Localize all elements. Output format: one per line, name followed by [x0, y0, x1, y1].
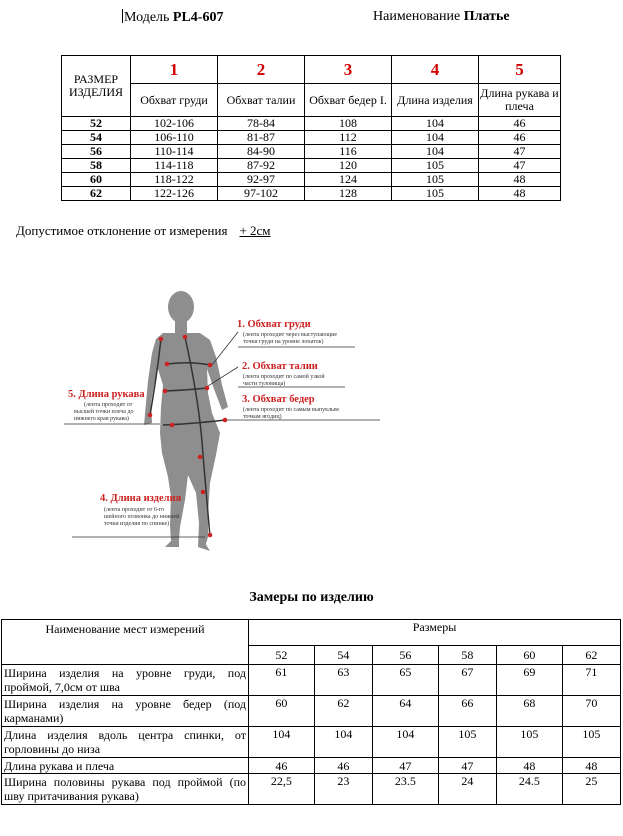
size-col-number: 5: [479, 56, 561, 84]
meas-value: 60: [249, 696, 315, 727]
meas-label: Ширина изделия на уровне бедер (под карманами): [2, 696, 249, 727]
size-cell: 97-102: [218, 187, 305, 201]
point-marker: [148, 413, 153, 418]
size-cell: 58: [62, 159, 131, 173]
size-cell: 104: [392, 117, 479, 131]
silhouette-head: [168, 291, 194, 323]
meas-value: 61: [249, 665, 315, 696]
size-cell: 124: [305, 173, 392, 187]
tolerance-value: + 2см: [239, 223, 271, 238]
meas-value: 46: [314, 758, 372, 774]
point-marker: [208, 363, 213, 368]
length-desc: шейного позвонка до нижней: [104, 514, 180, 520]
meas-col-header: Наименование мест измерений: [2, 620, 249, 665]
bust-desc: (лента проходит через выступающие: [243, 332, 337, 338]
name-line: [373, 9, 510, 25]
meas-row: [2, 774, 621, 805]
size-cell: 104: [392, 131, 479, 145]
silhouette-neck: [175, 319, 187, 333]
tolerance-note: [16, 223, 271, 239]
meas-size: 56: [372, 646, 438, 665]
meas-size: 52: [249, 646, 315, 665]
size-cell: 102-106: [131, 117, 218, 131]
meas-value: 24: [438, 774, 496, 805]
size-table: [61, 55, 561, 201]
point-marker: [159, 337, 164, 342]
meas-value: 66: [438, 696, 496, 727]
meas-value: 47: [372, 758, 438, 774]
point-marker: [165, 362, 170, 367]
size-corner-label: РАЗМЕР ИЗДЕЛИЯ: [62, 56, 131, 117]
size-col-label: Обхват талии: [218, 84, 305, 117]
tolerance-text: Допустимое отклонение от измерения: [16, 223, 228, 238]
length-desc: (лента проходит от 6-го: [104, 507, 165, 513]
size-cell: 46: [479, 117, 561, 131]
size-cell: 112: [305, 131, 392, 145]
meas-value: 70: [562, 696, 620, 727]
waist-desc: (лента проходит по самой узкой: [243, 374, 325, 380]
size-cell: 81-87: [218, 131, 305, 145]
meas-value: 23: [314, 774, 372, 805]
size-table-row: [62, 187, 561, 201]
measurements-table: [1, 619, 621, 805]
size-cell: 104: [392, 145, 479, 159]
size-table-row: [62, 145, 561, 159]
point-marker: [198, 455, 203, 460]
silhouette-left-foot: [165, 540, 179, 547]
meas-size: 58: [438, 646, 496, 665]
size-cell: 78-84: [218, 117, 305, 131]
point-marker: [205, 386, 210, 391]
size-col-number: 1: [131, 56, 218, 84]
point-marker: [170, 423, 175, 428]
point-marker: [183, 335, 188, 340]
size-cell: 48: [479, 187, 561, 201]
bust-desc: точки груди на уровне лопаток): [243, 339, 324, 345]
size-cell: 48: [479, 173, 561, 187]
sleeve-title: 5. Длина рукава: [68, 389, 145, 400]
meas-value: 69: [496, 665, 562, 696]
size-cell: 110-114: [131, 145, 218, 159]
size-cell: 105: [392, 173, 479, 187]
meas-value: 105: [562, 727, 620, 758]
meas-value: 65: [372, 665, 438, 696]
meas-value: 104: [249, 727, 315, 758]
size-cell: 87-92: [218, 159, 305, 173]
bust-title: 1. Обхват груди: [237, 319, 311, 330]
meas-value: 62: [314, 696, 372, 727]
size-cell: 52: [62, 117, 131, 131]
meas-value: 67: [438, 665, 496, 696]
meas-size: 60: [496, 646, 562, 665]
size-col-number: 4: [392, 56, 479, 84]
meas-label: Длина изделия вдоль центра спинки, от горловины до низа: [2, 727, 249, 758]
point-marker: [223, 418, 228, 423]
size-cell: 56: [62, 145, 131, 159]
size-table-row: [62, 173, 561, 187]
meas-row: [2, 696, 621, 727]
size-cell: 120: [305, 159, 392, 173]
size-table-row: [62, 131, 561, 145]
size-cell: 60: [62, 173, 131, 187]
meas-value: 68: [496, 696, 562, 727]
meas-header-row: [2, 620, 621, 646]
meas-value: 48: [496, 758, 562, 774]
hip-desc: (лента проходит по самым выпуклым: [243, 407, 339, 413]
sleeve-desc: высшей точки плеча до: [74, 409, 134, 415]
meas-value: 24.5: [496, 774, 562, 805]
point-marker: [208, 533, 213, 538]
document-header: [0, 9, 623, 29]
meas-value: 104: [314, 727, 372, 758]
length-desc: точки изделия по спинке): [104, 521, 170, 527]
size-cell: 118-122: [131, 173, 218, 187]
text-caret: [122, 9, 123, 23]
meas-label: Ширина изделия на уровне груди, под проймой, 7,0см от шва: [2, 665, 249, 696]
meas-value: 25: [562, 774, 620, 805]
meas-value: 63: [314, 665, 372, 696]
meas-row: [2, 665, 621, 696]
size-cell: 116: [305, 145, 392, 159]
size-cell: 46: [479, 131, 561, 145]
size-col-number: 3: [305, 56, 392, 84]
size-table-row: [62, 159, 561, 173]
size-table-number-row: [62, 56, 561, 84]
sleeve-desc: нижнего края рукава): [74, 416, 129, 422]
meas-value: 48: [562, 758, 620, 774]
size-cell: 47: [479, 159, 561, 173]
size-cell: 108: [305, 117, 392, 131]
size-cell: 105: [392, 187, 479, 201]
meas-row: [2, 758, 621, 774]
size-cell: 105: [392, 159, 479, 173]
meas-value: 47: [438, 758, 496, 774]
model-prefix: Модель: [124, 10, 173, 25]
point-marker: [201, 490, 206, 495]
size-col-label: Обхват груди: [131, 84, 218, 117]
size-col-label: Длина изделия: [392, 84, 479, 117]
size-table-row: [62, 117, 561, 131]
body-measurement-figure: [60, 285, 380, 575]
length-title: 4. Длина изделия: [100, 493, 182, 504]
meas-size: 54: [314, 646, 372, 665]
point-marker: [163, 389, 168, 394]
meas-value: 23.5: [372, 774, 438, 805]
size-col-label: Длина рукава и плеча: [479, 84, 561, 117]
size-cell: 122-126: [131, 187, 218, 201]
size-cell: 84-90: [218, 145, 305, 159]
hip-title: 3. Обхват бедер: [242, 394, 315, 405]
meas-sizes-header: Размеры: [249, 620, 621, 646]
waist-desc: части туловища): [243, 381, 286, 387]
size-col-number: 2: [218, 56, 305, 84]
meas-label: Ширина половины рукава под проймой (по шву притачивания рукава): [2, 774, 249, 805]
measurements-title: Замеры по изделию: [249, 590, 374, 605]
hip-desc: точкам ягодиц): [243, 414, 282, 420]
meas-value: 64: [372, 696, 438, 727]
size-cell: 128: [305, 187, 392, 201]
meas-size: 62: [562, 646, 620, 665]
size-table-label-row: [62, 84, 561, 117]
bust-pointer: [212, 332, 238, 365]
meas-value: 22,5: [249, 774, 315, 805]
model-line: [122, 9, 223, 26]
meas-row: [2, 727, 621, 758]
name-value: Платье: [463, 9, 510, 24]
meas-value: 105: [496, 727, 562, 758]
meas-value: 104: [372, 727, 438, 758]
meas-value: 46: [249, 758, 315, 774]
meas-label: Длина рукава и плеча: [2, 758, 249, 774]
sleeve-desc: (лента проходит от: [84, 402, 133, 408]
size-cell: 92-97: [218, 173, 305, 187]
size-cell: 114-118: [131, 159, 218, 173]
meas-value: 105: [438, 727, 496, 758]
waist-title: 2. Обхват талии: [242, 361, 318, 372]
size-col-label: Обхват бедер I.: [305, 84, 392, 117]
meas-value: 71: [562, 665, 620, 696]
size-cell: 54: [62, 131, 131, 145]
size-cell: 106-110: [131, 131, 218, 145]
name-prefix: Наименование: [373, 9, 464, 24]
size-cell: 62: [62, 187, 131, 201]
model-value: PL4-607: [172, 10, 224, 25]
size-cell: 47: [479, 145, 561, 159]
